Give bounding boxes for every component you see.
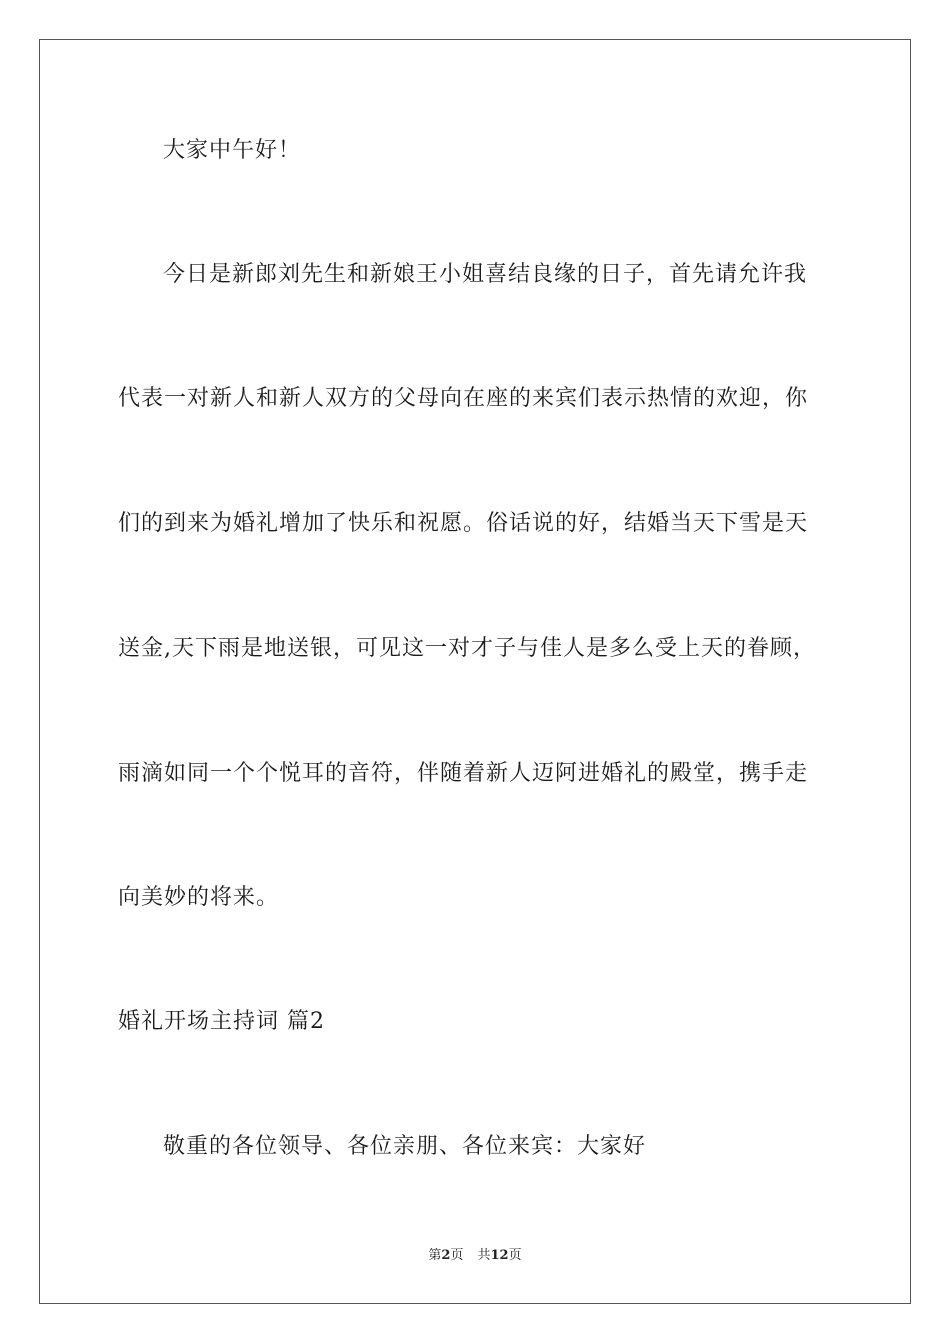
paragraph-line: 雨滴如同一个个悦耳的音符，伴随着新人迈阿进婚礼的殿堂，携手走 bbox=[118, 761, 809, 786]
total-unit: 页 bbox=[508, 1248, 522, 1263]
section-first-line: 敬重的各位领导、各位亲朋、各位来宾：大家好 bbox=[163, 1134, 647, 1159]
paragraph-line: 们的到来为婚礼增加了快乐和祝愿。俗话说的好，结婚当天下雪是天 bbox=[118, 511, 809, 536]
paragraph-line: 送金,天下雨是地送银，可见这一对才子与佳人是多么受上天的眷顾， bbox=[118, 636, 816, 661]
paragraph-line: 向美妙的将来。 bbox=[118, 885, 280, 910]
section-heading: 婚礼开场主持词 篇2 bbox=[118, 1009, 325, 1034]
paragraph-line: 今日是新郎刘先生和新娘王小姐喜结良缘的日子，首先请允许我 bbox=[163, 262, 808, 287]
paragraph-line: 代表一对新人和新人双方的父母向在座的来宾们表示热情的欢迎，你 bbox=[118, 386, 809, 411]
page-prefix: 第 bbox=[428, 1248, 442, 1263]
page-unit: 页 bbox=[450, 1248, 464, 1263]
total-prefix: 共 bbox=[477, 1248, 491, 1263]
page-current: 2 bbox=[441, 1248, 451, 1263]
page-footer bbox=[0, 1247, 950, 1265]
page-border bbox=[39, 39, 911, 1304]
greeting-line: 大家中午好！ bbox=[163, 138, 302, 163]
page-total: 12 bbox=[490, 1248, 509, 1263]
